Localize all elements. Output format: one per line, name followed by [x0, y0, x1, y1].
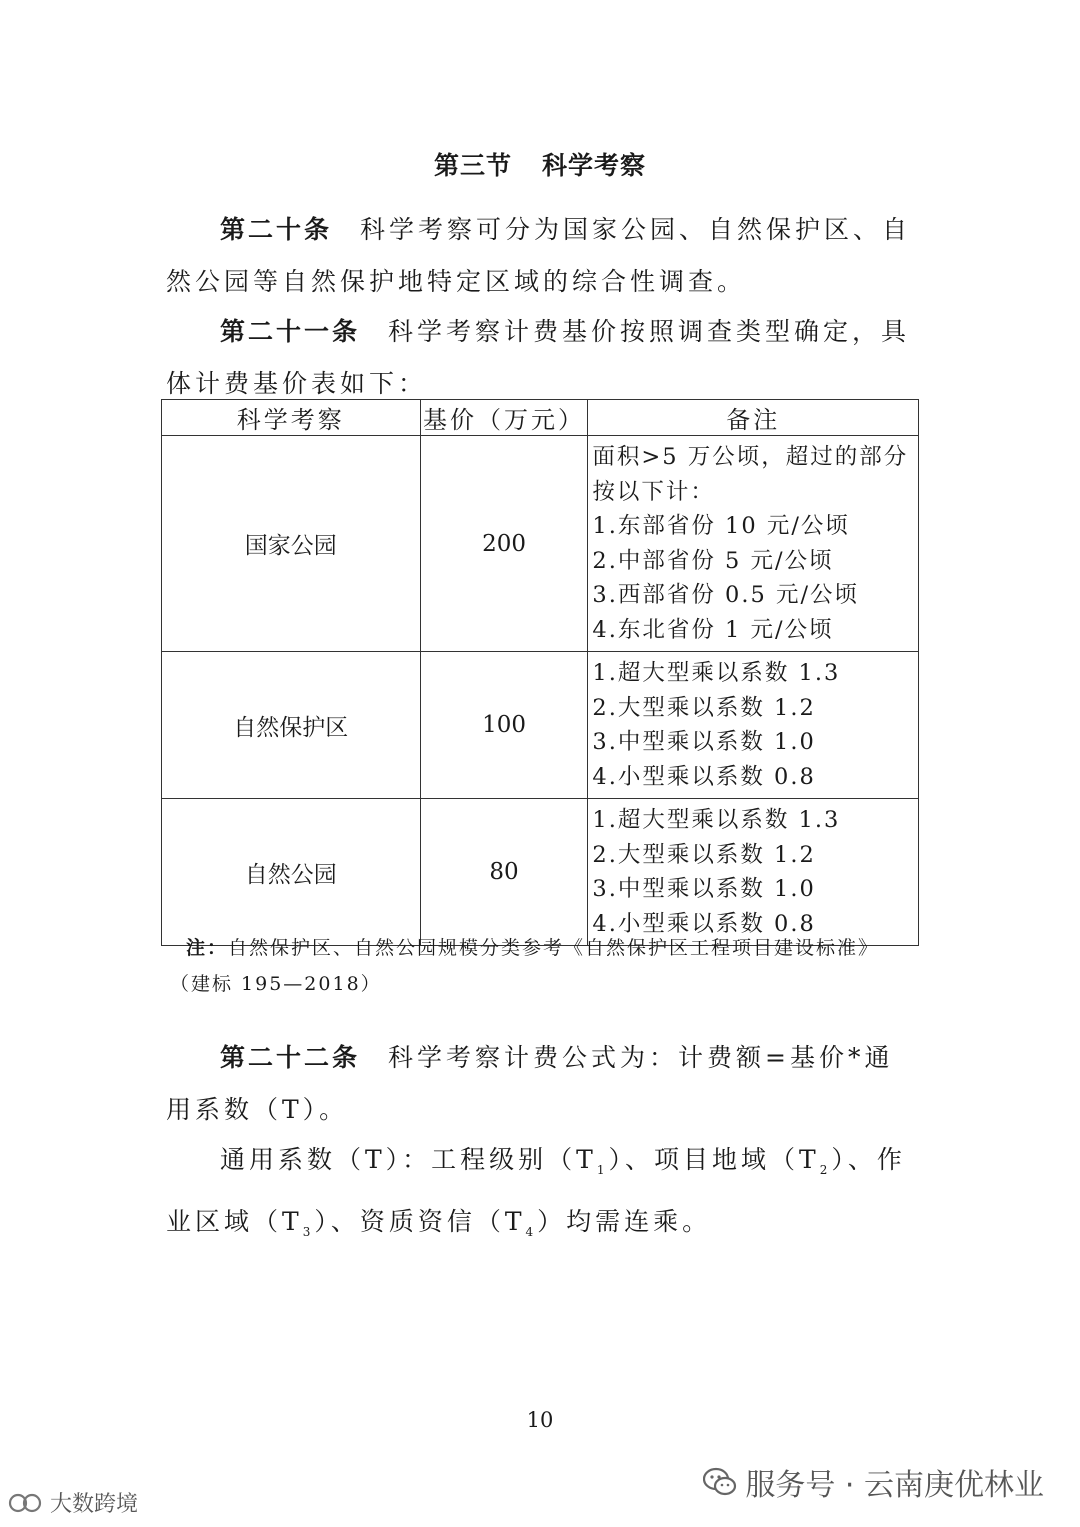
- table-note-text-2: （建标 195—2018）: [170, 973, 382, 995]
- note-line: 2.中部省份 5 元/公顷: [592, 547, 834, 574]
- row-price: 80: [420, 799, 588, 946]
- row-name: 国家公园: [162, 436, 421, 652]
- article-22-text: 科学考察计费公式为：计费额=基价*通用系数（T）。: [166, 1043, 894, 1124]
- header-cell: 基价（万元）: [420, 400, 588, 436]
- section-number: 第三节: [433, 151, 512, 180]
- note-line: 1.超大型乘以系数 1.3: [592, 807, 841, 833]
- coef-sub: 3: [302, 1225, 315, 1239]
- coef-sub: 1: [596, 1163, 609, 1177]
- article-20: [166, 204, 918, 308]
- header-cell: 备注: [588, 400, 919, 436]
- watermark-source-text: 大数跨境: [50, 1492, 139, 1517]
- note-line: 4.小型乘以系数 0.8: [592, 910, 816, 937]
- section-name: 科学考察: [542, 151, 647, 180]
- table-row: [162, 436, 919, 652]
- note-line: 2.大型乘以系数 1.2: [592, 694, 816, 721]
- section-title: [0, 146, 1080, 182]
- note-line: 4.东北省份 1 元/公顷: [592, 616, 834, 643]
- article-21-label: 第二十一条: [220, 317, 361, 346]
- coef-sub: 4: [525, 1225, 538, 1239]
- table-header-row: [162, 400, 919, 436]
- watermark-account-text: 服务号 · 云南庚优林业: [745, 1468, 1044, 1503]
- table-row: [162, 799, 919, 946]
- fee-table: [161, 399, 919, 946]
- coef-text: ）、作业区域（T: [166, 1145, 906, 1236]
- article-20-label: 第二十条: [220, 215, 333, 244]
- note-line: 4.小型乘以系数 0.8: [592, 763, 816, 790]
- header-cell: 科学考察: [162, 400, 421, 436]
- coef-sub: 2: [819, 1163, 832, 1177]
- note-line: 3.西部省份 0.5 元/公顷: [592, 582, 860, 608]
- row-name: 自然公园: [162, 799, 421, 946]
- row-notes: [588, 652, 919, 799]
- article-20-text: 科学考察可分为国家公园、自然保护区、自然公园等自然保护地特定区域的综合性调查。: [166, 215, 912, 296]
- coef-text: ）、项目地域（T: [608, 1145, 820, 1174]
- note-line: 1.超大型乘以系数 1.3: [592, 660, 841, 686]
- note-line: 3.中型乘以系数 1.0: [592, 729, 816, 755]
- article-21: [166, 306, 918, 410]
- note-line: 2.大型乘以系数 1.2: [592, 841, 816, 868]
- wechat-icon: [703, 1467, 737, 1497]
- coefficient-paragraph: [166, 1134, 918, 1258]
- page-number: 10: [526, 1408, 554, 1432]
- row-price: 200: [420, 436, 588, 652]
- watermark-source: [8, 1487, 138, 1518]
- note-line: 面积>5 万公顷，超过的部分按以下计：: [592, 444, 909, 505]
- article-21-text: 科学考察计费基价按照调查类型确定，具体计费基价表如下：: [166, 317, 911, 398]
- coef-text: ）均需连乘。: [537, 1207, 712, 1236]
- table-note-label: 注：: [186, 937, 229, 959]
- row-price: 100: [420, 652, 588, 799]
- note-line: 1.东部省份 10 元/公顷: [592, 513, 850, 539]
- article-22-label: 第二十二条: [220, 1043, 361, 1072]
- table-row: [162, 652, 919, 799]
- brand-logo-icon: [8, 1492, 44, 1514]
- row-notes: [588, 436, 919, 652]
- article-22: [166, 1032, 918, 1136]
- note-line: 3.中型乘以系数 1.0: [592, 876, 816, 902]
- watermark-account: [703, 1460, 1044, 1504]
- coef-text: ）、资质资信（T: [314, 1207, 526, 1236]
- row-notes: [588, 799, 919, 946]
- table-note-text: 自然保护区、自然公园规模分类参考《自然保护区工程项目建设标准》: [228, 937, 880, 959]
- table-note: [170, 930, 926, 1002]
- coef-text: 通用系数（T）：工程级别（T: [220, 1145, 597, 1174]
- row-name: 自然保护区: [162, 652, 421, 799]
